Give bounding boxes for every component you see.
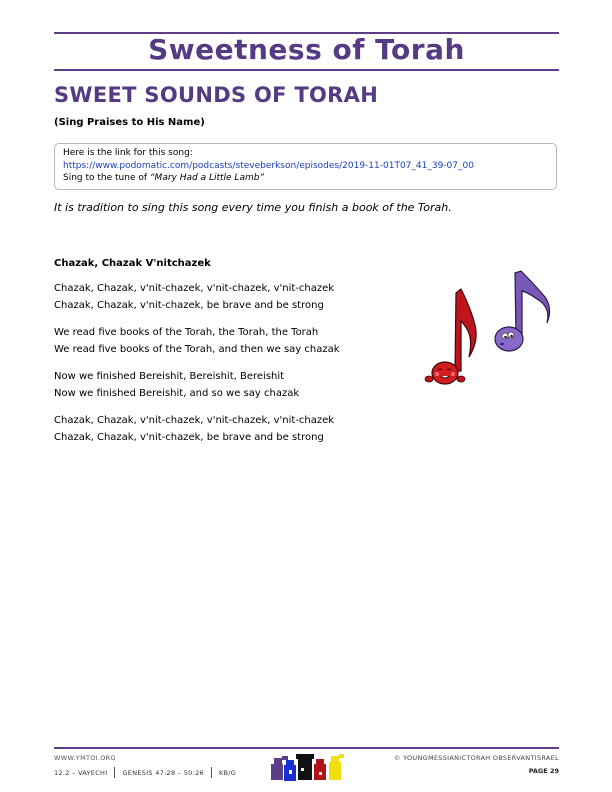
yellow-kid-icon xyxy=(329,754,344,780)
lyric-line: Chazak, Chazak, v'nit-chazek, v'nit-chazek, v'nit-chazek xyxy=(54,282,335,294)
ymtoi-logo xyxy=(268,752,350,782)
song-lyrics xyxy=(54,255,340,456)
black-kid-icon xyxy=(296,754,314,780)
link-intro: Here is the link for this song: xyxy=(63,148,193,158)
footer-website[interactable]: WWW.YMTOI.ORG xyxy=(54,754,116,762)
lyric-line: Chazak, Chazak, v'nit-chazek, be brave and be strong xyxy=(54,432,324,443)
footer-divider xyxy=(211,767,212,778)
red-kid-icon xyxy=(314,759,326,780)
footer-reference: GENESIS 47:28 – 50:26 xyxy=(122,768,204,777)
music-notes-illustration xyxy=(405,265,555,395)
purple-note-icon xyxy=(495,271,550,351)
verse xyxy=(54,324,340,359)
lyric-line: We read five books of the Torah, the Torah, the Torah xyxy=(54,326,319,338)
verse xyxy=(54,368,340,403)
footer-rule xyxy=(54,747,559,749)
song-link[interactable]: https://www.podomatic.com/podcasts/steveberkson/episodes/2019-11-01T07_41_39-07_00 xyxy=(63,160,474,171)
tune-line xyxy=(63,172,548,185)
song-title: Chazak, Chazak V'nitchazek xyxy=(54,258,211,269)
footer-divider xyxy=(114,767,115,778)
page-title: Sweetness of Torah xyxy=(148,33,465,66)
title-underline-rule xyxy=(54,69,559,71)
music-notes-icon xyxy=(405,265,555,395)
lyric-line: We read five books of the Torah, and then we say chazak xyxy=(54,344,340,355)
lyric-line: Chazak, Chazak, v'nit-chazek, be brave and be strong xyxy=(54,300,324,311)
kids-logo-icon xyxy=(268,752,350,782)
page-number: PAGE 29 xyxy=(528,767,559,775)
footer-grade: KB/G xyxy=(218,768,237,777)
lyric-line: Now we finished Bereishit, and so we say chazak xyxy=(54,388,300,399)
section-title: SWEET SOUNDS OF TORAH xyxy=(54,83,379,107)
verse xyxy=(54,280,340,315)
footer-parsha-info xyxy=(54,767,236,778)
song-info-box xyxy=(54,143,557,190)
footer-copyright: © YOUNGMESSIANICTORAH OBSERVANTISRAEL xyxy=(393,754,559,762)
footer-portion: 12.2 – VAYECHI xyxy=(54,768,108,777)
red-note-icon xyxy=(425,289,476,384)
tune-name: “Mary Had a Little Lamb” xyxy=(149,173,265,183)
intro-text: It is tradition to sing this song every time you finish a book of the Torah. xyxy=(54,201,452,214)
verse xyxy=(54,412,340,447)
subtitle: (Sing Praises to His Name) xyxy=(54,117,205,128)
lyric-line: Now we finished Bereishit, Bereishit, Bereishit xyxy=(54,370,285,382)
tune-prefix: Sing to the tune of xyxy=(63,173,150,183)
lyric-line: Chazak, Chazak, v'nit-chazek, v'nit-chazek, v'nit-chazek xyxy=(54,414,335,426)
